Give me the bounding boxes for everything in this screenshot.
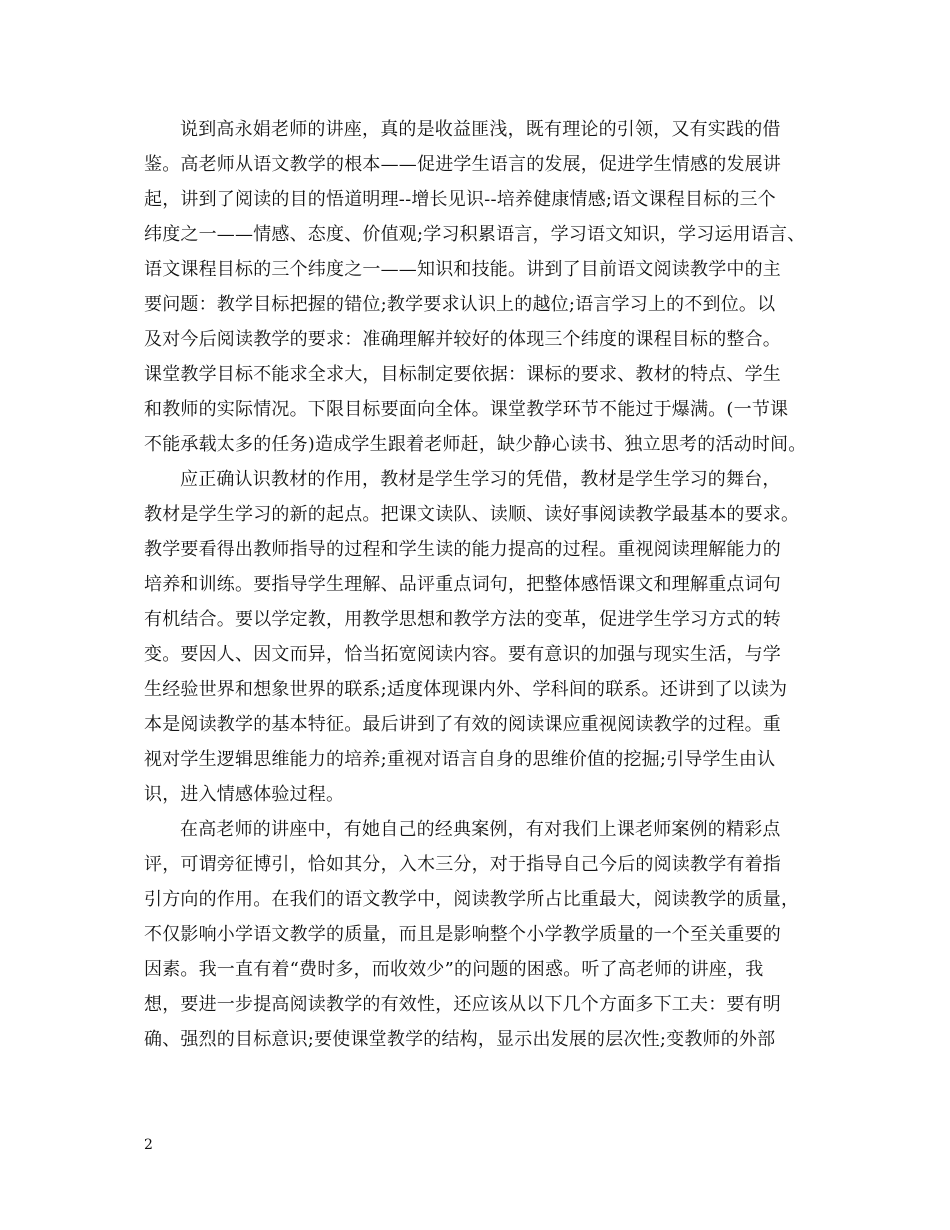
text-line: 确、强烈的目标意识;要使课堂教学的结构，显示出发展的层次性;变教师的外部 — [144, 1029, 776, 1050]
text-line: 生经验世界和想象世界的联系;适度体现课内外、学科间的联系。还讲到了以读为 — [144, 679, 788, 700]
text-line: 纬度之一——情感、态度、价值观;学习积累语言，学习语文知识，学习运用语言、 — [144, 224, 806, 245]
text-line: 及对今后阅读教学的要求：准确理解并较好的体现三个纬度的课程目标的整合。 — [144, 329, 781, 350]
text-line: 识，进入情感体验过程。 — [144, 784, 345, 805]
text-line: 在高老师的讲座中，有她自己的经典案例，有对我们上课老师案例的精彩点 — [180, 819, 781, 840]
text-line: 引方向的作用。在我们的语文教学中，阅读教学所占比重最大，阅读教学的质量， — [144, 889, 800, 910]
text-line: 有机结合。要以学定教，用教学思想和教学方法的变革，促进学生学习方式的转 — [144, 609, 781, 630]
page-number: 2 — [144, 1137, 153, 1153]
text-line: 应正确认识教材的作用，教材是学生学习的凭借，教材是学生学习的舞台， — [180, 469, 781, 490]
text-line: 想，要进一步提高阅读教学的有效性，还应该从以下几个方面多下工夫：要有明 — [144, 994, 781, 1015]
text-line: 因素。我一直有着“费时多，而收效少”的问题的困惑。听了高老师的讲座，我 — [144, 959, 764, 980]
text-line: 评，可谓旁征博引，恰如其分，入木三分，对于指导自己今后的阅读教学有着指 — [144, 854, 781, 875]
text-line: 课堂教学目标不能求全求大，目标制定要依据：课标的要求、教材的特点、学生 — [144, 364, 781, 385]
text-line: 起，讲到了阅读的目的悟道明理--增长见识--培养健康情感;语文课程目标的三个 — [144, 189, 776, 210]
text-line: 视对学生逻辑思维能力的培养;重视对语言自身的思维价值的挖掘;引导学生由认 — [144, 749, 776, 770]
text-line: 教学要看得出教师指导的过程和学生读的能力提高的过程。重视阅读理解能力的 — [144, 539, 781, 560]
text-line: 培养和训练。要指导学生理解、品评重点词句，把整体感悟课文和理解重点词句 — [144, 574, 781, 595]
text-line: 不能承载太多的任务)造成学生跟着老师赶，缺少静心读书、独立思考的活动时间。 — [144, 434, 807, 455]
text-line: 鉴。高老师从语文教学的根本——促进学生语言的发展，促进学生情感的发展讲 — [144, 154, 781, 175]
text-line: 教材是学生学习的新的起点。把课文读队、读顺、读好事阅读教学最基本的要求。 — [144, 504, 800, 525]
text-line: 不仅影响小学语文教学的质量，而且是影响整个小学教学质量的一个至关重要的 — [144, 924, 781, 945]
text-line: 要问题：教学目标把握的错位;教学要求认识上的越位;语言学习上的不到位。以 — [144, 294, 776, 315]
text-line: 和教师的实际情况。下限目标要面向全体。课堂教学环节不能过于爆满。(一节课 — [144, 399, 789, 420]
text-line: 变。要因人、因文而异，恰当拓宽阅读内容。要有意识的加强与现实生活，与学 — [144, 644, 781, 665]
text-line: 本是阅读教学的基本特征。最后讲到了有效的阅读课应重视阅读教学的过程。重 — [144, 714, 781, 735]
text-line: 语文课程目标的三个纬度之一——知识和技能。讲到了目前语文阅读教学中的主 — [144, 259, 781, 280]
text-line: 说到高永娟老师的讲座，真的是收益匪浅，既有理论的引领，又有实践的借 — [180, 119, 781, 140]
